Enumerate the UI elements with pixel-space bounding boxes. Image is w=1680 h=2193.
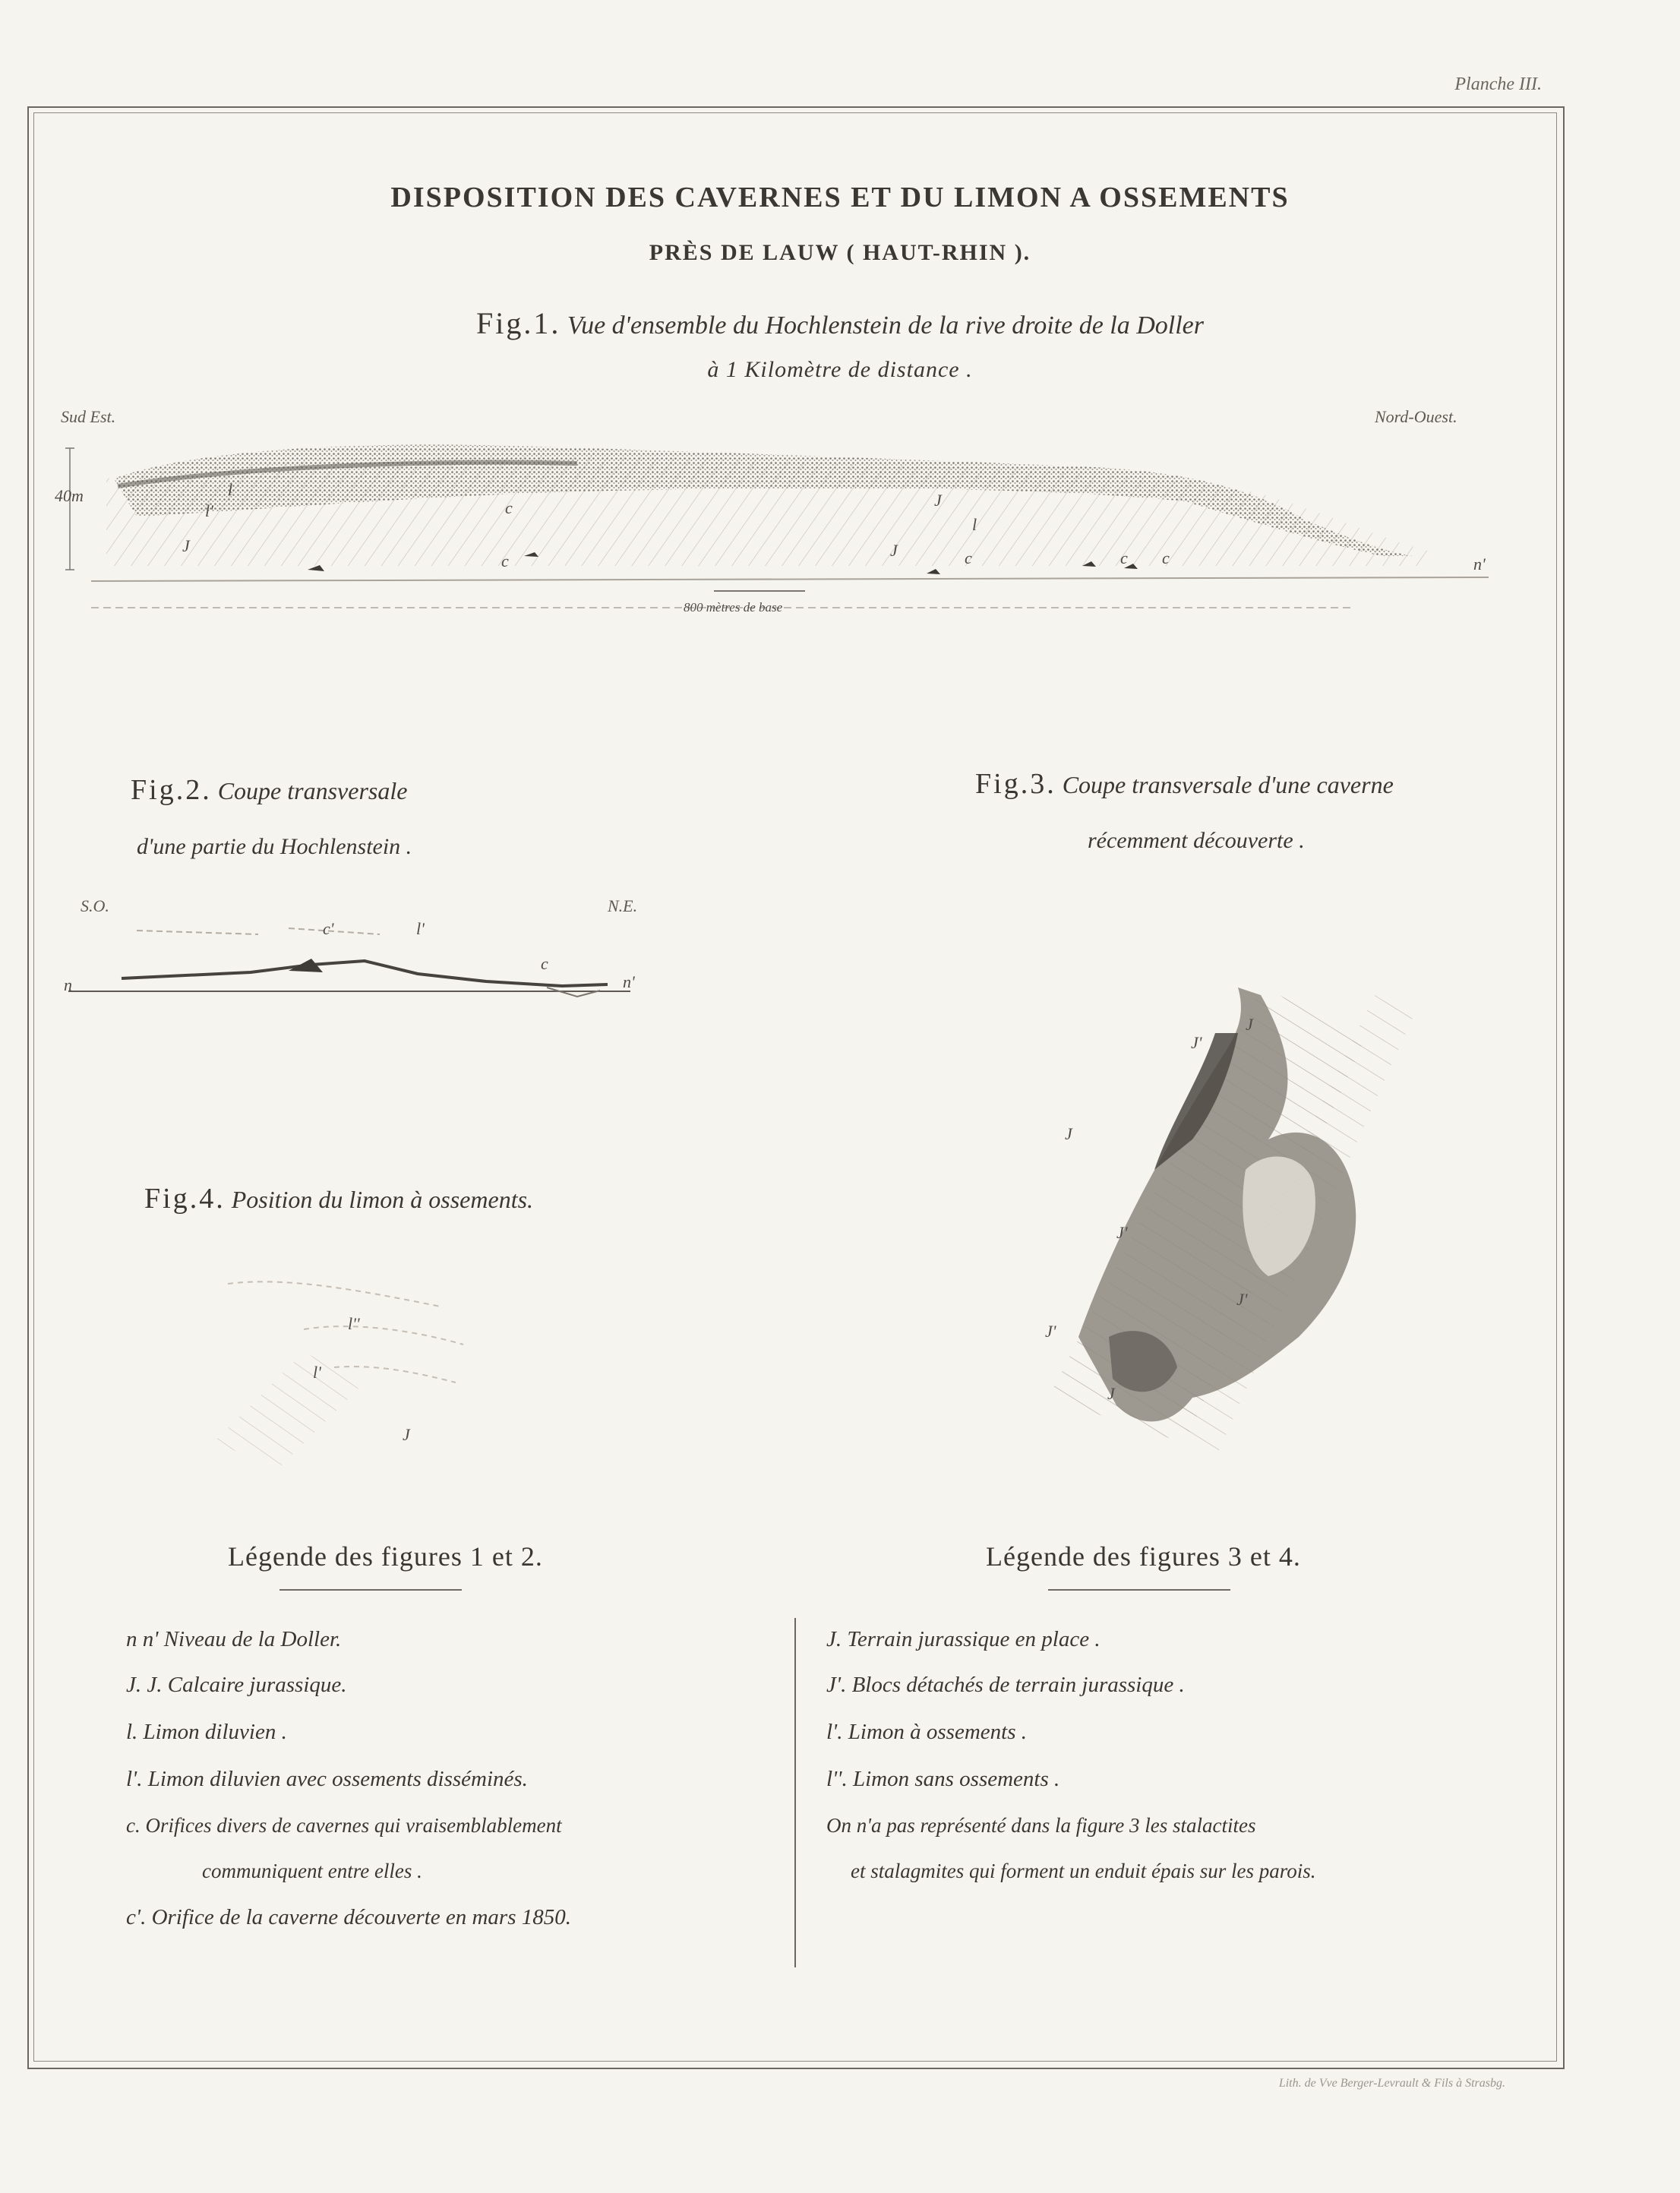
fig4-number: Fig.4.: [144, 1183, 226, 1215]
plate-subtitle: PRÈS DE LAUW ( HAUT-RHIN ).: [649, 240, 1031, 265]
fig1-caption: [0, 305, 1680, 341]
fig3-caption: [975, 767, 1394, 801]
legend-right-item-4: l''. Limon sans ossements .: [826, 1767, 1060, 1791]
fig3-label-J-bottom: J: [1107, 1384, 1115, 1403]
fig2-label-c: c: [541, 954, 548, 973]
legend-right-item-1: J. Terrain jurassique en place .: [826, 1627, 1101, 1651]
fig4-label-J: J: [403, 1425, 410, 1444]
legend-left-item-6: communiquent entre elles .: [202, 1860, 422, 1882]
legend-right-title: Légende des figures 3 et 4.: [986, 1541, 1301, 1572]
fig2-subcaption: d'une partie du Hochlenstein .: [137, 834, 412, 859]
fig2-orientation-left: S.O.: [81, 896, 109, 915]
fig1-orientation-right: Nord-Ouest.: [1375, 407, 1457, 426]
legend-right-item-6: et stalagmites qui forment un enduit épais sur les parois.: [851, 1860, 1316, 1882]
fig1-scale-label: 800 mètres de base: [684, 600, 783, 615]
fig4-caption: [144, 1182, 533, 1215]
plate-title: DISPOSITION DES CAVERNES ET DU LIMON A OSSEMENTS: [390, 182, 1290, 213]
fig3-label-J-top: J: [1246, 1015, 1253, 1034]
fig3-label-J-prime-4: J': [1045, 1322, 1056, 1341]
legend-left-item-7: c'. Orifice de la caverne découverte en mars 1850.: [126, 1905, 572, 1929]
fig2-number: Fig.2.: [131, 774, 212, 806]
legend-left-item-3: l. Limon diluvien .: [126, 1720, 287, 1744]
fig3-number: Fig.3.: [975, 768, 1056, 800]
fig3-label-J-prime-3: J': [1236, 1290, 1248, 1309]
legend-right-item-2: J'. Blocs détachés de terrain jurassique .: [826, 1673, 1185, 1697]
fig1-label-J-mid: J: [934, 491, 942, 510]
fig3-cavern-section: [942, 942, 1473, 1489]
fig1-label-l: l: [228, 480, 233, 499]
fig4-caption-text: Position du limon à ossements.: [231, 1186, 534, 1213]
fig3-label-J-prime-2: J': [1116, 1223, 1128, 1242]
legend-left-underline: [279, 1589, 462, 1591]
legend-left-item-1: n n' Niveau de la Doller.: [126, 1627, 342, 1651]
fig1-side-scale-label: 40m: [55, 486, 84, 505]
fig2-label-c-prime: c': [323, 919, 334, 938]
legend-left-item-2: J. J. Calcaire jurassique.: [126, 1673, 347, 1697]
fig2-label-n-prime: n': [623, 972, 635, 991]
fig1-label-c5: c: [1162, 548, 1170, 567]
legend-left-item-5: c. Orifices divers de cavernes qui vraisemblablement: [126, 1814, 562, 1837]
fig3-label-J-left: J: [1065, 1124, 1072, 1143]
legend-right-underline: [1048, 1589, 1230, 1591]
fig3-caption-text: Coupe transversale d'une caverne: [1062, 771, 1394, 798]
fig2-label-n: n: [64, 975, 72, 994]
fig1-number: Fig.1.: [475, 306, 561, 340]
fig3-subcaption: récemment découverte .: [1088, 828, 1305, 853]
fig3-label-J-prime-1: J': [1191, 1033, 1202, 1052]
fig2-cross-section: [61, 912, 653, 1010]
fig1-label-c2: c: [501, 551, 509, 570]
legend-divider: [794, 1618, 796, 1967]
fig4-label-l-double: l'': [348, 1314, 360, 1333]
legend-left-item-4: l'. Limon diluvien avec ossements disséminés.: [126, 1767, 528, 1791]
legend-left-title: Légende des figures 1 et 2.: [228, 1541, 543, 1572]
printer-credit: Lith. de Vve Berger-Levrault & Fils à Strasbg.: [1278, 2077, 1505, 2090]
fig1-hill-panorama: [46, 425, 1534, 623]
fig1-label-c4: c: [1120, 548, 1128, 567]
fig4-label-l-prime: l': [313, 1363, 321, 1382]
fig2-caption-text: Coupe transversale: [217, 777, 408, 804]
fig1-label-l-right: l: [972, 515, 977, 534]
fig1-label-l-prime: l': [205, 501, 213, 520]
fig1-label-c3: c: [965, 548, 972, 567]
fig1-subcaption: à 1 Kilomètre de distance .: [707, 357, 973, 382]
fig2-label-l-prime: l': [416, 919, 425, 938]
fig4-limon-position: [213, 1269, 516, 1466]
fig2-orientation-right: N.E.: [608, 896, 638, 915]
fig1-label-J-right: J: [890, 541, 898, 560]
fig1-label-c1: c: [505, 498, 513, 517]
fig1-label-J-left: J: [182, 536, 190, 555]
fig1-orientation-left: Sud Est.: [61, 407, 116, 426]
legend-right-item-3: l'. Limon à ossements .: [826, 1720, 1027, 1744]
legend-right-item-5: On n'a pas représenté dans la figure 3 les stalactites: [826, 1814, 1256, 1837]
fig2-caption: [131, 773, 407, 807]
fig1-caption-text: Vue d'ensemble du Hochlenstein de la rive droite de la Doller: [567, 311, 1205, 340]
fig1-label-n-prime: n': [1473, 555, 1486, 574]
plate-label: Planche III.: [1454, 74, 1542, 94]
